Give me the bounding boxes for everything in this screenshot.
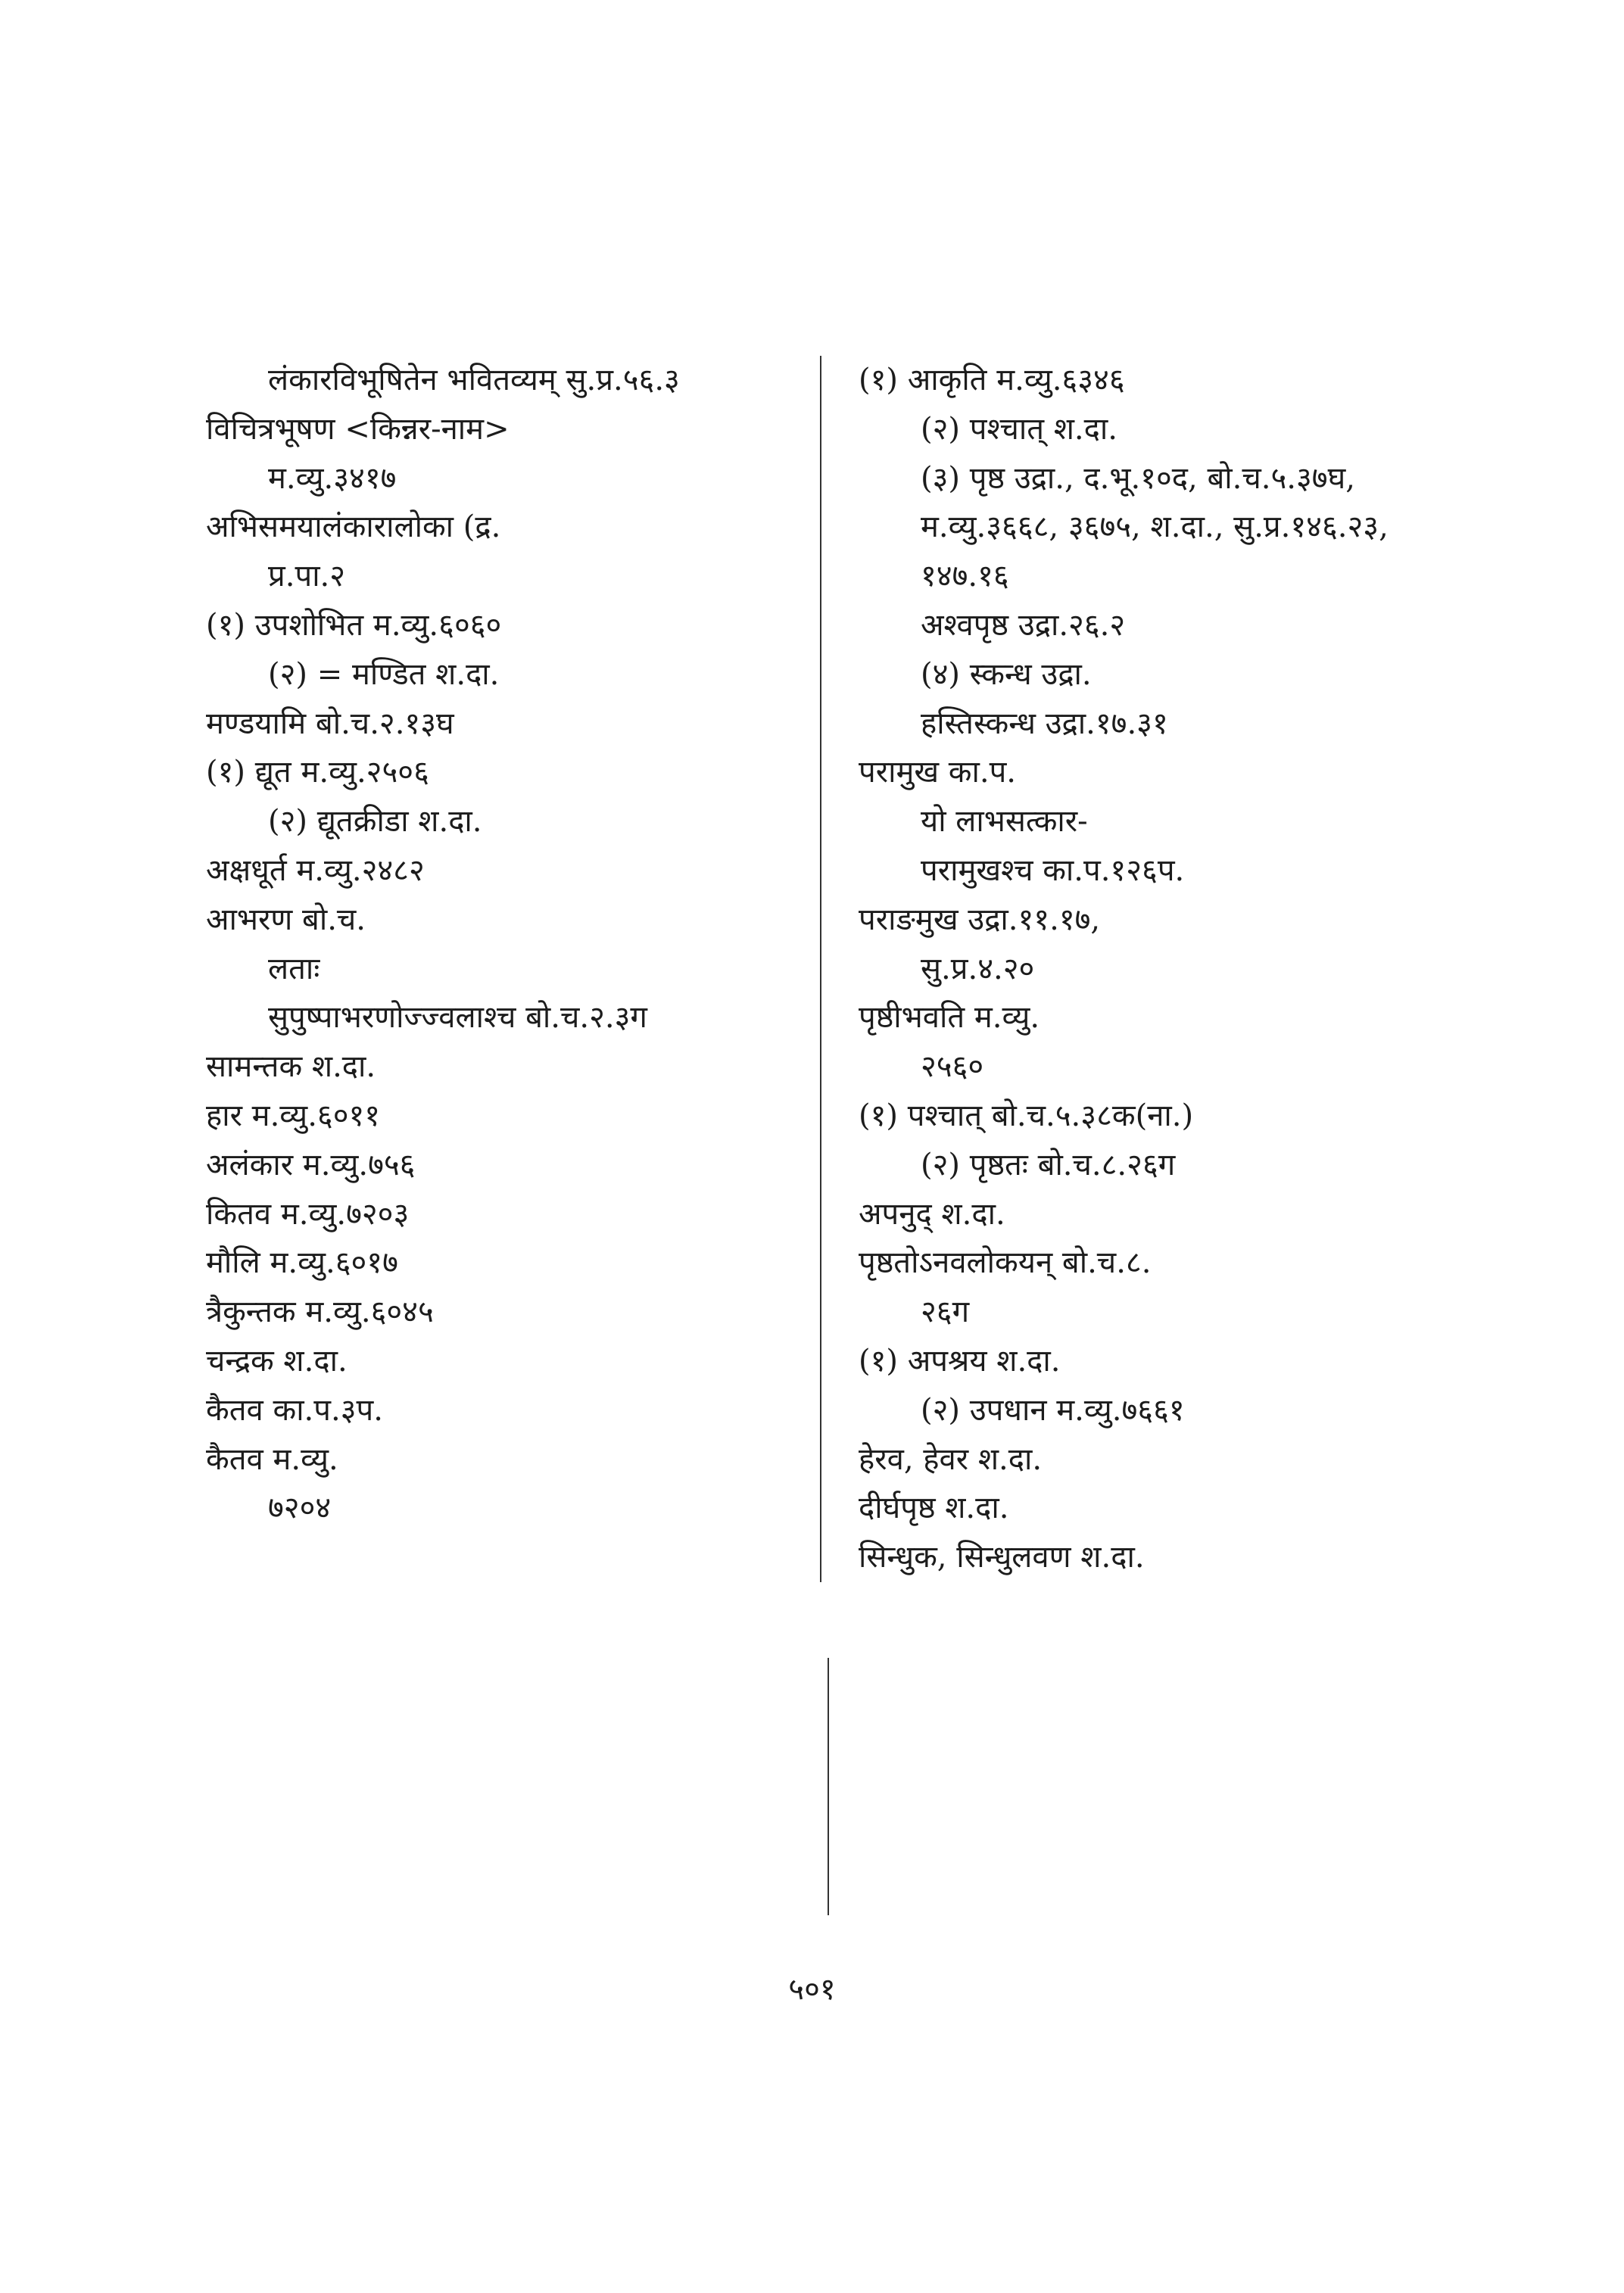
left-entry-9: (१) द्यूत म.व्यु.२५०६ — [206, 755, 429, 790]
left-entry-4: अभिसमयालंकारालोका (द्र. — [206, 509, 501, 545]
right-entry-21: (१) अपश्रय श.दा. — [859, 1343, 1061, 1379]
right-entry-7: (४) स्कन्ध उद्रा. — [921, 656, 1092, 692]
left-column — [206, 356, 812, 1533]
left-entry-11: अक्षधूर्त म.व्यु.२४८२ — [206, 852, 425, 888]
left-entry-12: आभरण बो.च. — [206, 902, 366, 937]
column-divider-upper — [820, 356, 821, 1582]
right-entry-12: पराङमुख उद्रा.११.१७, — [859, 902, 1101, 937]
right-entry-14: पृष्ठीभवति म.व्यु. — [859, 1000, 1040, 1036]
right-entry-25: सिन्धुक, सिन्धुलवण श.दा. — [859, 1540, 1145, 1575]
right-entry-3: (३) पृष्ठ उद्रा., द.भू.१०द, बो.च.५.३७घ, — [921, 460, 1355, 496]
left-entry-14: सुपुष्पाभरणोज्ज्वलाश्च बो.च.२.३ग — [268, 1000, 647, 1036]
left-entry-22: कैतव का.प.३प. — [206, 1392, 383, 1428]
left-entry-2: विचित्रभूषण <किन्नर-नाम> — [206, 411, 510, 447]
left-entry-23: कैतव म.व्यु. — [206, 1441, 338, 1477]
right-entry-15: २५६० — [921, 1049, 984, 1085]
right-entry-10: यो लाभसत्कार- — [921, 804, 1088, 840]
left-entry-18: कितव म.व्यु.७२०३ — [206, 1196, 410, 1232]
right-entry-11: परामुखश्च का.प.१२६प. — [921, 852, 1185, 888]
right-entry-22: (२) उपधान म.व्यु.७६६१ — [921, 1392, 1185, 1428]
left-entry-19: मौलि म.व्यु.६०१७ — [206, 1245, 398, 1281]
left-entry-15: सामन्तक श.दा. — [206, 1049, 376, 1085]
right-entry-17: (२) पृष्ठतः बो.च.८.२६ग — [921, 1147, 1176, 1182]
column-divider-lower — [828, 1658, 829, 1915]
right-entry-16: (१) पश्चात् बो.च.५.३८क(ना.) — [859, 1098, 1194, 1133]
left-entry-13: लताः — [268, 951, 320, 986]
left-entry-3: म.व्यु.३४१७ — [268, 460, 397, 496]
right-entry-23: हेरव, हेवर श.दा. — [859, 1441, 1043, 1477]
right-entry-9: परामुख का.प. — [859, 755, 1017, 790]
left-entry-8: मण्डयामि बो.च.२.१३घ — [206, 706, 454, 741]
left-entry-5: प्र.पा.२ — [268, 559, 346, 594]
right-entry-13: सु.प्र.४.२० — [921, 951, 1035, 986]
right-entry-5: १४७.१६ — [921, 559, 1009, 594]
right-entry-2: (२) पश्चात् श.दा. — [921, 411, 1117, 447]
right-entry-4: म.व्यु.३६६८, ३६७५, श.दा., सु.प्र.१४६.२३, — [921, 509, 1389, 545]
right-entry-24: दीर्घपृष्ठ श.दा. — [859, 1491, 1009, 1526]
left-entry-21: चन्द्रक श.दा. — [206, 1343, 348, 1379]
left-entry-17: अलंकार म.व्यु.७५६ — [206, 1147, 416, 1182]
right-entry-1: (१) आकृति म.व्यु.६३४६ — [859, 363, 1125, 397]
right-entry-6: अश्वपृष्ठ उद्रा.२६.२ — [921, 607, 1126, 643]
left-entry-10: (२) द्यूतक्रीडा श.दा. — [268, 804, 482, 840]
right-entry-19: पृष्ठतोऽनवलोकयन् बो.च.८. — [859, 1245, 1152, 1281]
left-entry-1: लंकारविभूषितेन भवितव्यम् सु.प्र.५६.३ — [268, 363, 680, 397]
left-entry-20: त्रैकुन्तक म.व्यु.६०४५ — [206, 1294, 434, 1330]
left-entry-24: ७२०४ — [268, 1491, 332, 1526]
left-entry-7: (२) = मण्डित श.दा. — [268, 656, 500, 692]
left-entry-6: (१) उपशोभित म.व्यु.६०६० — [206, 607, 502, 643]
left-entry-16: हार म.व्यु.६०११ — [206, 1098, 381, 1133]
right-entry-8: हस्तिस्कन्ध उद्रा.१७.३१ — [921, 706, 1168, 741]
right-entry-20: २६ग — [921, 1294, 970, 1330]
right-entry-18: अपनुद् श.दा. — [859, 1196, 1005, 1232]
page-number: ५०१ — [788, 1972, 836, 2007]
right-column — [859, 356, 1510, 1582]
